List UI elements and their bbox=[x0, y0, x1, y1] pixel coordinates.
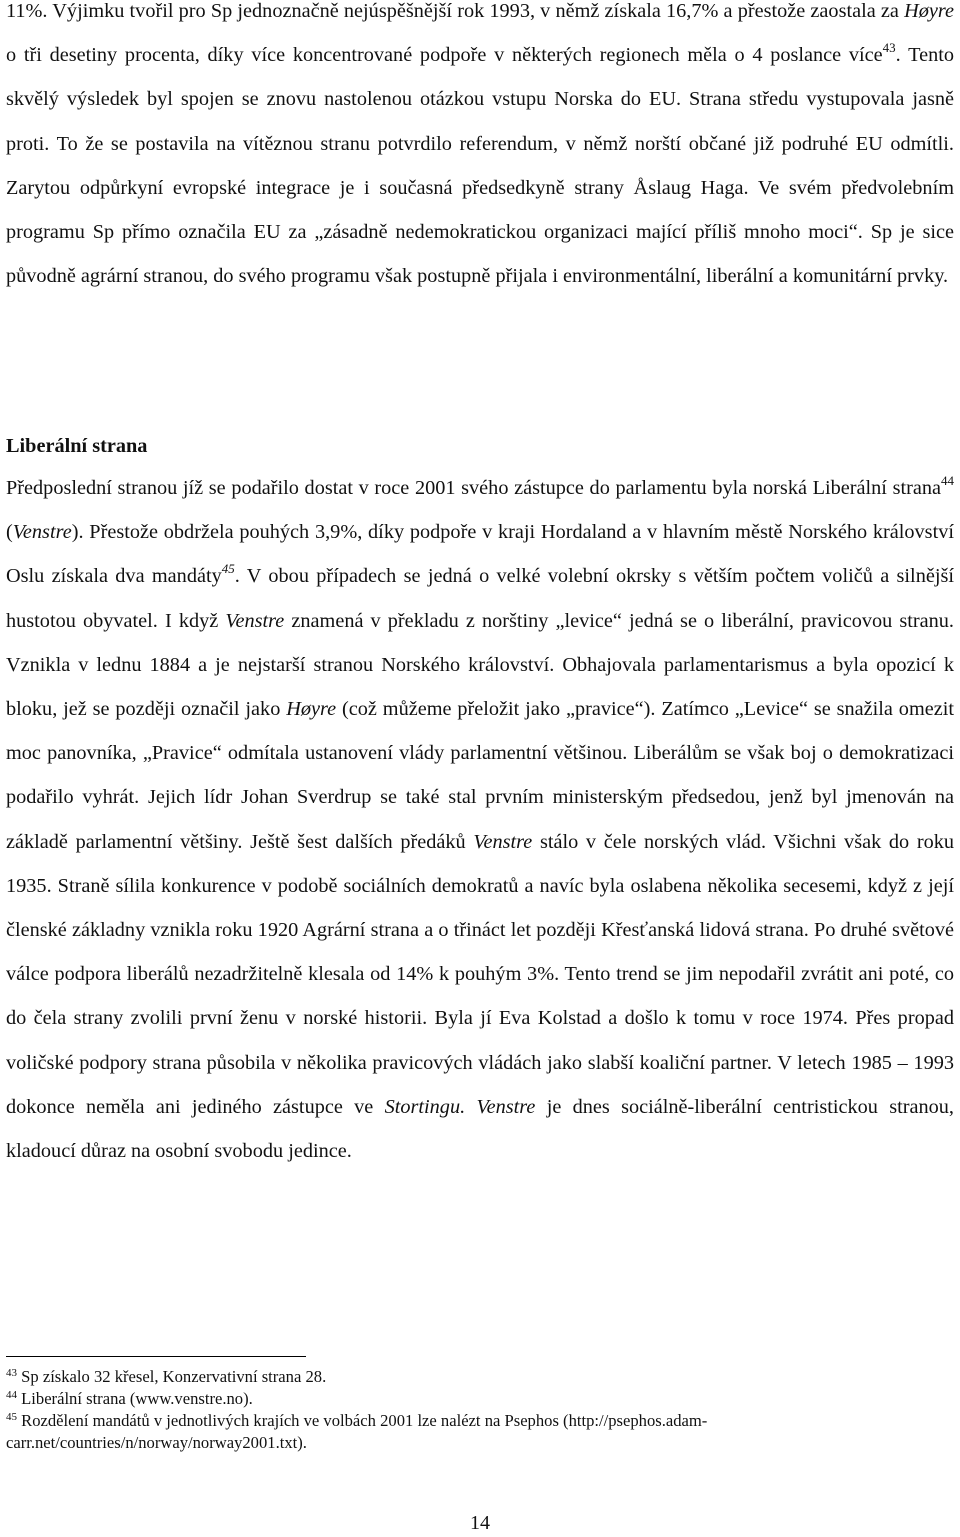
paragraph-text: Předposlední stranou jíž se podařilo dostat v roce 2001 svého zástupce do parlamentu byla norská Liberální strana bbox=[6, 477, 941, 499]
footnote-separator bbox=[6, 1356, 306, 1357]
footnote-45 bbox=[6, 1410, 954, 1454]
paragraph-text: . Tento skvělý výsledek byl spojen se znovu nastolenou otázkou vstupu Norska do EU. Strana středu vystupovala jasně proti. To že se postavila na vítěznou stranu potvrdilo referendum, v němž norští občané již podruhé EU odmítli. Zarytou odpůrkyní evropské integrace je i současná předsedkyně strany Åslaug Haga. Ve svém předvolebním programu Sp přímo označila EU za „zásadně nedemokratickou organizaci mající příliš mnoho moci“. Sp je sice původně agrární stranou, do svého programu však postupně přijala i environmentální, liberální a komunitární prvky. bbox=[6, 44, 954, 288]
paragraph-text: o tři desetiny procenta, díky více koncentrované podpoře v některých regionech měla o 4 poslance více bbox=[6, 44, 883, 67]
footnote-43 bbox=[6, 1366, 954, 1388]
italic-term-venstre: Venstre bbox=[473, 830, 533, 853]
paragraph-text: (což můžeme přeložit jako „pravice“). Zatímco „Levice“ se snažila omezit moc panovníka, „Pravice“ odmítala ustanovení vlády parlamentní většinou. Liberálům se však boj o demokratizaci podařilo vyhrát. Jejich lídr Johan Sverdrup se také stal prvním ministerským předsedou, jenž byl jmenován na základě parlamentní většiny. Ještě šest dalších předáků bbox=[6, 698, 954, 853]
footnote-text: Sp získalo 32 křesel, Konzervativní strana 28. bbox=[17, 1367, 327, 1386]
page-number: 14 bbox=[470, 1512, 490, 1534]
footnote-number: 45 bbox=[6, 1411, 17, 1423]
footnote-text: Liberální strana (www.venstre.no). bbox=[17, 1389, 253, 1408]
footnote-ref-45: 45 bbox=[221, 561, 235, 577]
footnote-ref-44: 44 bbox=[941, 473, 954, 488]
paragraph-text: ). Přestože obdržela pouhých 3,9%, díky podpoře v kraji Hordaland a v hlavním městě Norského království Oslu získala dva mandáty bbox=[6, 521, 954, 588]
body-paragraph-liberal-party bbox=[6, 466, 954, 1173]
section-heading: Liberální strana bbox=[6, 435, 148, 457]
footnote-44 bbox=[6, 1388, 954, 1410]
paragraph-text: stálo v čele norských vlád. Všichni však do roku 1935. Straně sílila konkurence v podobě sociálních demokratů a navíc byla oslabena několika secesemi, když z její členské základny vznikla roku 1920 Agrární strana a o třináct let později Křesťanská lidová strana. Po druhé světové válce podpora liberálů nezadržitelně klesala od 14% k pouhým 3%. Tento trend se jim nepodařil zvrátit ani poté, co do čela strany zvolili první ženu v norské historii. Byla jí Eva Kolstad a došlo k tomu v roce 1974. Přes propad voličské podpory strana působila v několika pravicových vládách jako slabší koaliční partner. V letech 1985 – 1993 dokonce neměla ani jediného zástupce ve bbox=[6, 830, 954, 1118]
paragraph-text: znamená v překladu z norštiny „levice“ jedná se o liberální, pravicovou stranu. Vznikla v lednu 1884 a je nejstarší stranou Norského království. Obhajovala parlamentarismus a byla opozicí k bloku, jež se později označil jako bbox=[6, 609, 954, 721]
paragraph-text bbox=[465, 1096, 476, 1118]
italic-term-stortingu: Stortingu. bbox=[384, 1095, 466, 1118]
italic-term-hoyre: Høyre bbox=[286, 698, 337, 721]
paragraph-text: . V obou případech se jedná o velké volební okrsky s větším počtem voličů a silnější hustotou obyvatel. I když bbox=[6, 565, 954, 632]
italic-term-venstre: Venstre bbox=[476, 1095, 536, 1118]
italic-term-venstre: Venstre bbox=[225, 609, 285, 632]
body-paragraph-centre-party bbox=[6, 0, 954, 298]
italic-term-venstre: Venstre bbox=[12, 521, 72, 544]
paragraph-text: ( bbox=[6, 521, 13, 544]
footnote-number: 44 bbox=[6, 1389, 17, 1401]
footnote-text: Rozdělení mandátů v jednotlivých krajích ve volbách 2001 lze nalézt na Psephos (http://psephos.adam-carr.net/countries/n/norway/norway2001.txt). bbox=[6, 1411, 708, 1452]
paragraph-text: 11%. Výjimku tvořil pro Sp jednoznačně nejúspěšnější rok 1993, v němž získala 16,7% a přestože zaostala za bbox=[6, 0, 905, 22]
paragraph-text: je dnes sociálně-liberální centristickou stranou, kladoucí důraz na osobní svobodu jedince. bbox=[6, 1095, 954, 1163]
footnote-number: 43 bbox=[6, 1367, 17, 1379]
footnotes bbox=[6, 1366, 954, 1454]
italic-term-hoyre: Høyre bbox=[904, 0, 954, 22]
footnote-ref-43: 43 bbox=[882, 40, 896, 56]
